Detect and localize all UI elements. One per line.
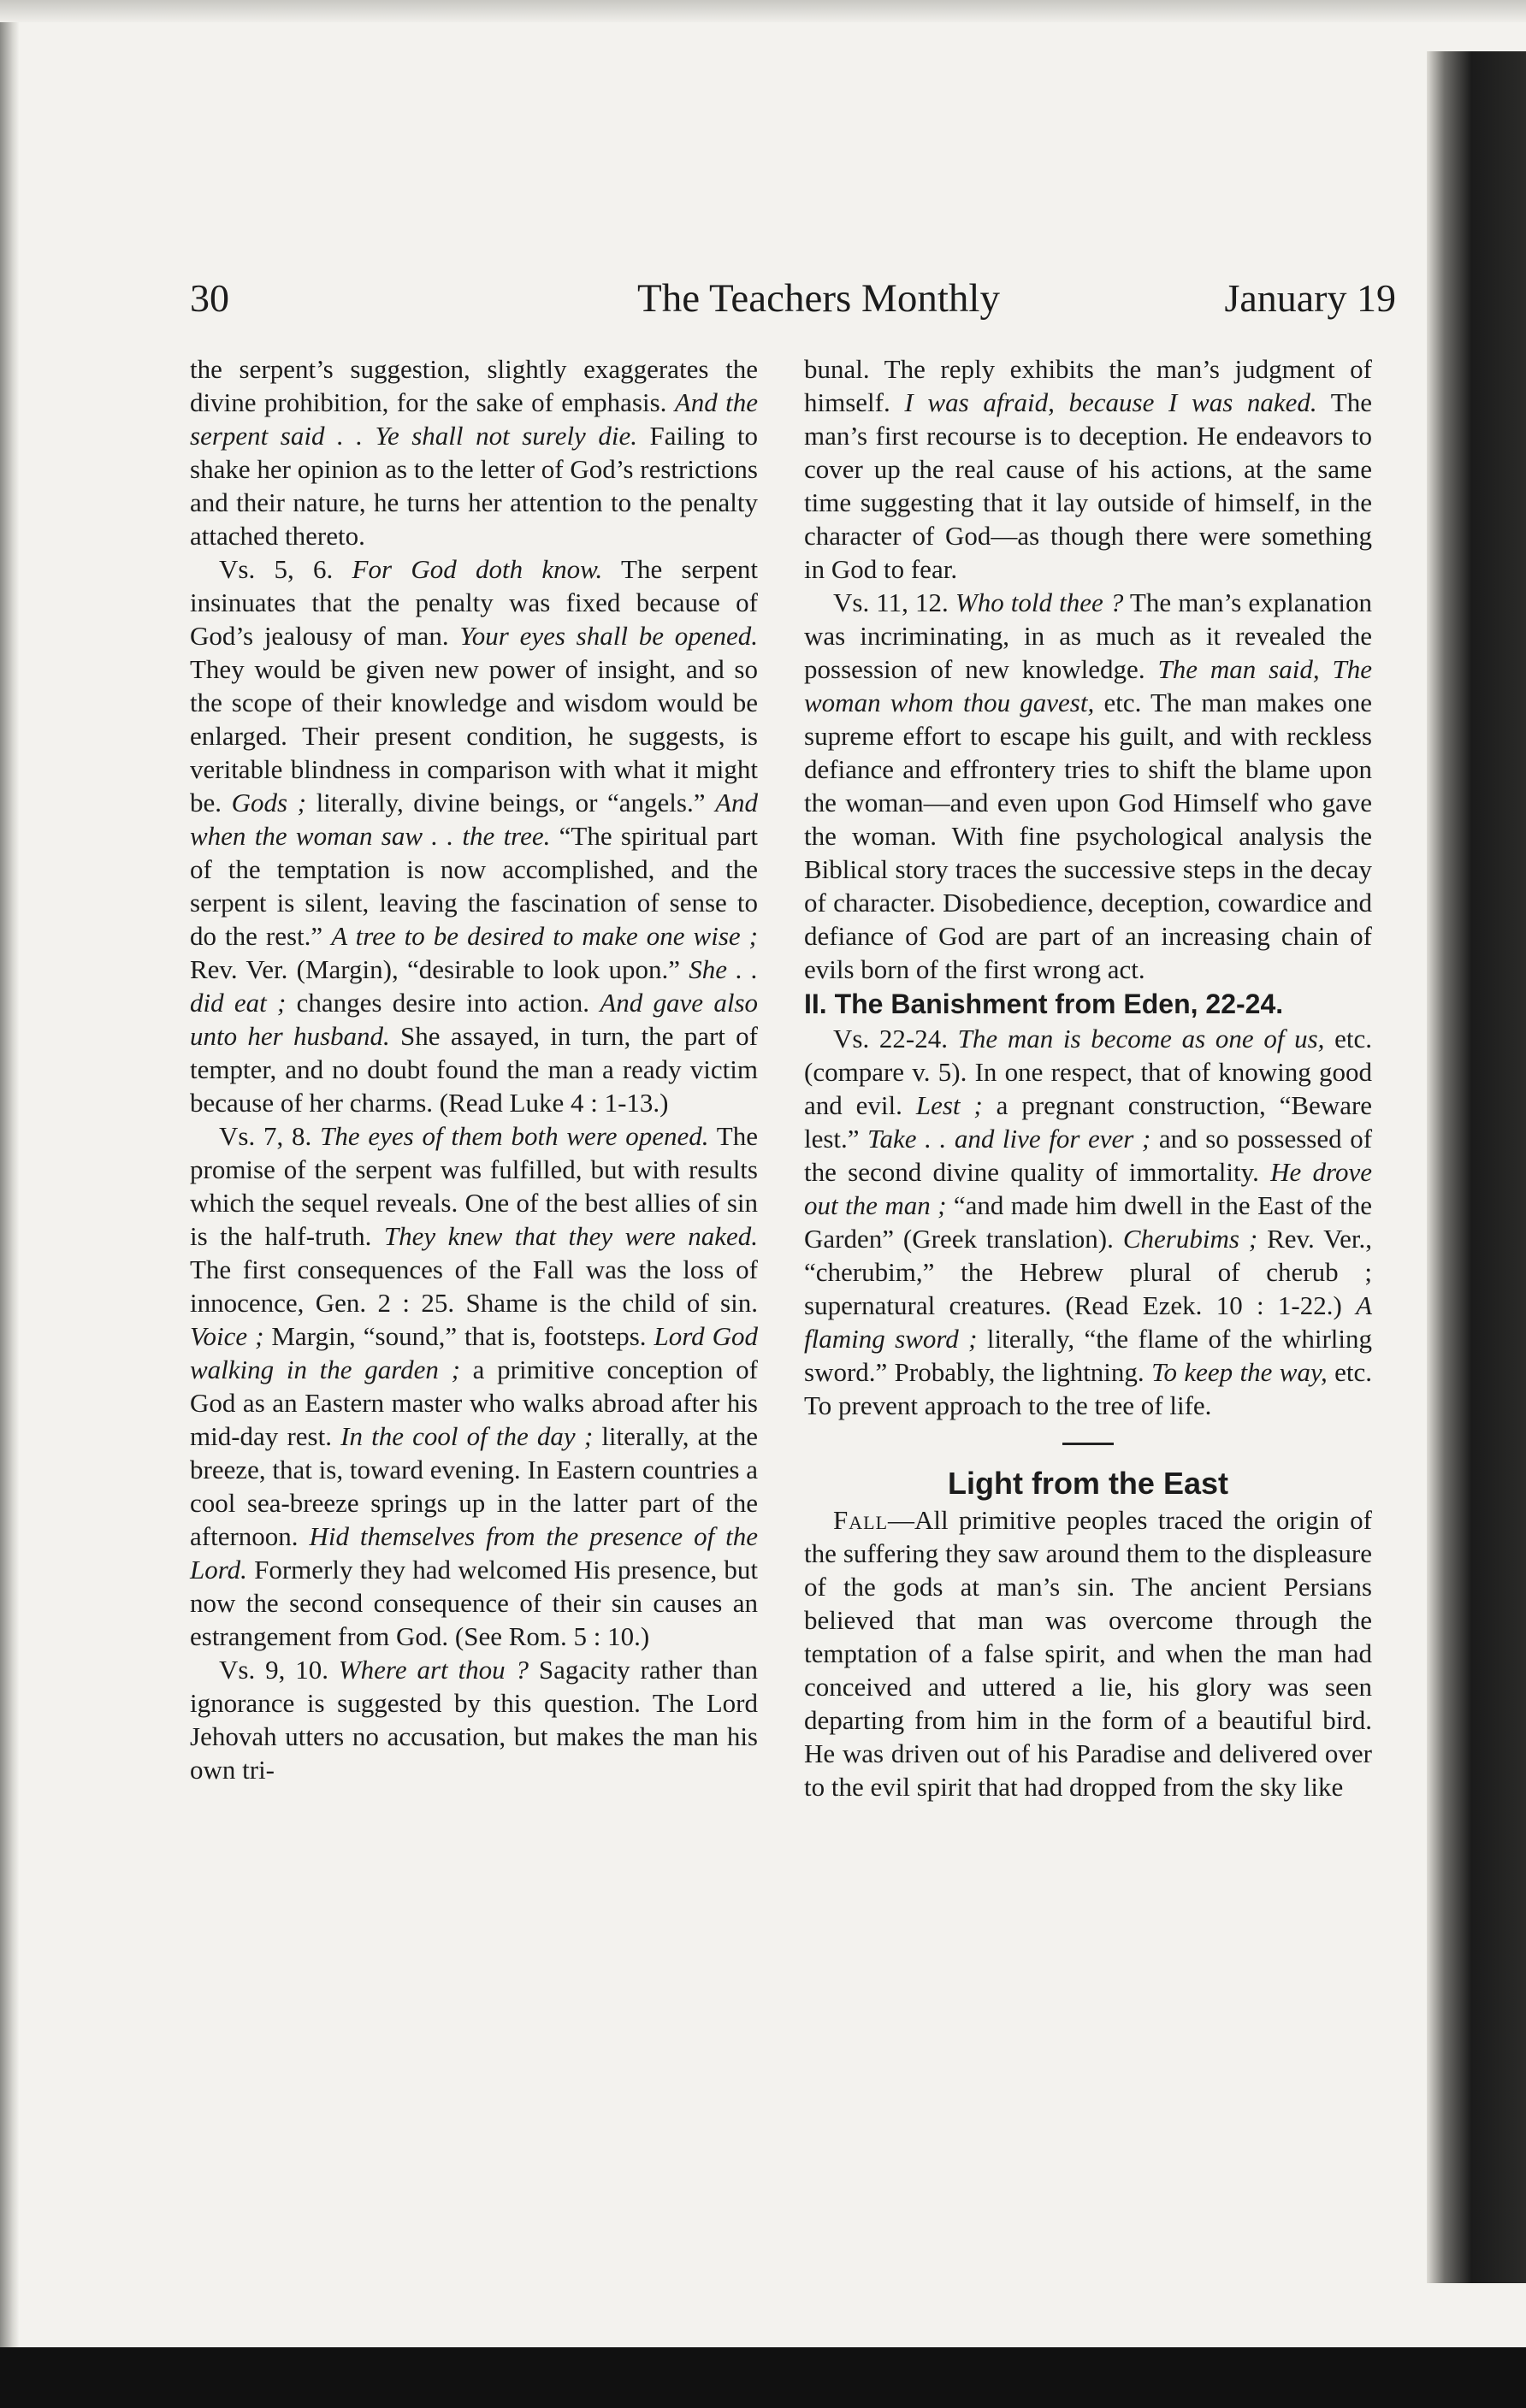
paragraph: the serpent’s suggestion, slightly exaggerates the divine prohibition, for the sake of emphasis. And the serpent said . . Ye shall not surely die. Failing to shake her opinion as to the letter of God’s restrictions and their nature, he turns her attention to the penalty attached thereto.: [190, 354, 758, 551]
book-binding-shadow: [1427, 51, 1526, 2283]
scan-edge-top: [0, 0, 1526, 22]
paragraph: Vs. 11, 12. Who told thee ? The man’s explanation was incriminating, in as much as it revealed the possession of new knowledge. The man said, The woman whom thou gavest, etc. The man makes one supreme effort to escape his guilt, and with reckless defiance and effrontery tries to shift the blame upon the woman—and even upon God Himself who gave the woman. With fine psychological analysis the Biblical story traces the successive steps in the decay of character. Disobedience, deception, cowardice and defiance of God are part of an increasing chain of evils born of the first wrong act.: [804, 587, 1373, 984]
scan-edge-left: [0, 0, 19, 2408]
paragraph: Vs. 22-24. The man is become as one of us, etc. (compare v. 5). In one respect, that of knowing good and evil. Lest ; a pregnant construction, “Beware lest.” Take . . and live for ever ; and so possessed of the second divine quality of immortality. He drove out the man ; “and made him dwell in the East of the Garden” (Greek translation). Cherubims ; Rev. Ver., “cherubim,” the Hebrew plural of cherub ; supernatural creatures. (Read Ezek. 10 : 1-22.) A flaming sword ; literally, “the flame of the whirling sword.” Probably, the lightning. To keep the way, etc. To prevent approach to the tree of life.: [804, 1024, 1373, 1420]
running-title: The Teachers Monthly: [637, 276, 1000, 321]
section-divider-rule: [1062, 1443, 1114, 1445]
scan-bottom-band: [0, 2347, 1526, 2408]
paragraph: Vs. 9, 10. Where art thou ? Sagacity rather than ignorance is suggested by this question. The Lord Jehovah utters no accusation, but makes the man his own tri-: [190, 1655, 759, 1785]
sub-heading: Light from the East: [947, 1466, 1228, 1501]
left-column: [190, 352, 758, 1786]
right-column: [804, 352, 1372, 1803]
paragraph: Vs. 7, 8. The eyes of them both were opened. The promise of the serpent was fulfilled, but with results which the sequel reveals. One of the best allies of sin is the half-truth. They knew that they were naked. The first consequences of the Fall was the loss of innocence, Gen. 2 : 25. Shame is the child of sin. Voice ; Margin, “sound,” that is, footsteps. Lord God walking in the garden ; a primitive conception of God as an Eastern master who walks abroad after his mid-day rest. In the cool of the day ; literally, at the breeze, that is, toward evening. In Eastern countries a cool sea-breeze springs up in the latter part of the afternoon. Hid themselves from the presence of the Lord. Formerly they had welcomed His presence, but now the second consequence of their sin causes an estrangement from God. (See Rom. 5 : 10.): [190, 1121, 759, 1651]
paragraph: bunal. The reply exhibits the man’s judgment of himself. I was afraid, because I was naked. The man’s first recourse is to deception. He endeavors to cover up the real cause of his actions, at the same time suggesting that it lay outside of himself, in the character of God—as though there were something in God to fear.: [804, 354, 1372, 584]
page-header: [190, 272, 1396, 325]
paragraph: Vs. 5, 6. For God doth know. The serpent insinuates that the penalty was fixed because of God’s jealousy of man. Your eyes shall be opened. They would be given new power of insight, and so the scope of their knowledge and wisdom would be enlarged. Their present condition, he suggests, is veritable blindness in comparison with what it might be. Gods ; literally, divine beings, or “angels.” And when the woman saw . . the tree. “The spiritual part of the temptation is now accomplished, and the serpent is silent, leaving the fascination of sense to do the rest.” A tree to be desired to make one wise ; Rev. Ver. (Margin), “desirable to look upon.” She . . did eat ; changes desire into action. And gave also unto her husband. She assayed, in turn, the part of tempter, and no doubt found the man a ready victim because of her charms. (Read Luke 4 : 1-13.): [190, 554, 759, 1118]
issue-date: January 19: [1224, 276, 1396, 320]
page-number: 30: [190, 276, 229, 320]
section-heading: II. The Banishment from Eden, 22-24.: [804, 989, 1284, 1019]
paragraph: Fall—All primitive peoples traced the origin of the suffering they saw around them to the displeasure of the gods at man’s sin. The ancient Persians believed that man was overcome through the temptation of a false spirit, and when the man had conceived and uttered a lie, his glory was seen departing from him in the form of a beautiful bird. He was driven out of his Paradise and delivered over to the evil spirit that had dropped from the sky like: [804, 1505, 1372, 1802]
